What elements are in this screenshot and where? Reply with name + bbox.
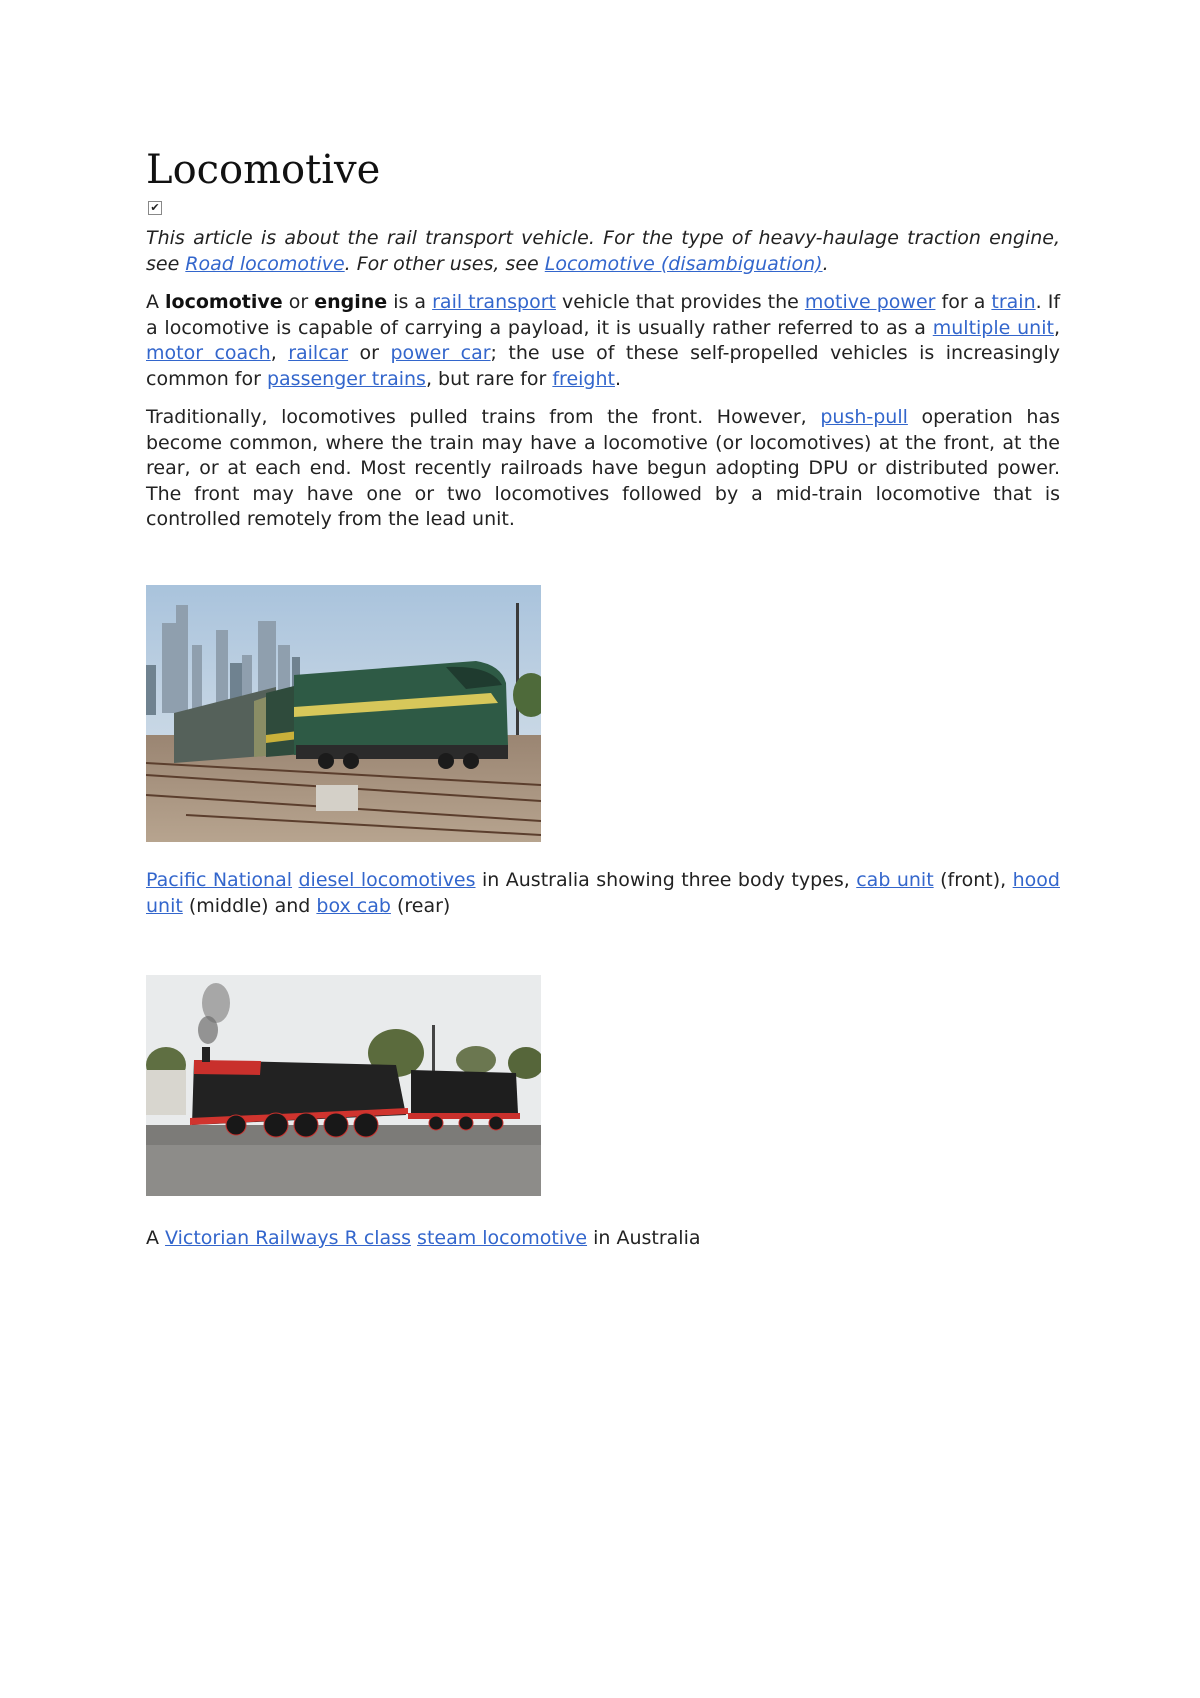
link-pacific-national[interactable]: Pacific National <box>146 869 293 891</box>
link-power-car[interactable]: power car <box>390 342 491 364</box>
link-box-cab[interactable]: box cab <box>316 894 391 917</box>
link-passenger-trains[interactable]: passenger trains <box>266 367 426 390</box>
operation-paragraph: Traditionally, locomotives pulled trains from the front. However, push-pull operation has become common, where the train may have a locomotive (or locomotives) at the front, at the rear, or at each end. Most recently railroads have begun adopting DPU or distributed power. The front may have one or two locomotives followed by a mid-train locomotive that is controlled remotely from the lead unit. <box>146 406 1060 530</box>
link-locomotive-disambiguation[interactable]: Locomotive (disambiguation) <box>544 252 823 275</box>
link-motor-coach[interactable]: motor coach <box>146 342 271 364</box>
link-diesel-locomotives[interactable]: diesel locomotives <box>298 869 476 891</box>
link-road-locomotive[interactable]: Road locomotive <box>185 252 345 275</box>
link-hood-unit[interactable]: hood unit <box>146 869 1060 917</box>
hatnote: This article is about the rail transport vehicle. For the type of heavy-haulage traction engine, see Road locomotive. For other uses, see Locomotive (disambiguation). <box>146 227 1060 275</box>
intro-paragraph: A locomotive or engine is a rail transport vehicle that provides the motive power for a train. If a locomotive is capable of carrying a payload, it is usually rather referred to as a multiple unit, motor coach, railcar or power car; the use of these self-propelled vehicles is increasingly common for passenger trains, but rare for freight. <box>146 291 1061 390</box>
steam-photo-caption: A Victorian Railways R class steam locomotive in Australia <box>146 1227 701 1249</box>
link-railcar[interactable]: railcar <box>288 342 349 364</box>
link-steam-locomotive[interactable]: steam locomotive <box>417 1227 588 1249</box>
link-motive-power[interactable]: motive power <box>804 291 936 313</box>
diesel-photo-caption: Pacific National diesel locomotives in Australia showing three body types, cab unit (front), hood unit (middle) and box cab (rear) <box>146 869 1060 917</box>
steam-locomotive-photo[interactable] <box>146 975 541 1196</box>
link-cab-unit[interactable]: cab unit <box>856 869 934 891</box>
page-title: Locomotive <box>146 147 381 193</box>
link-freight[interactable]: freight <box>552 367 615 390</box>
link-multiple-unit[interactable]: multiple unit <box>932 316 1054 339</box>
diesel-locomotives-photo[interactable] <box>146 585 541 842</box>
link-rail-transport[interactable]: rail transport <box>432 291 556 313</box>
link-push-pull[interactable]: push-pull <box>820 406 908 428</box>
link-train[interactable]: train <box>991 291 1036 313</box>
checkmark-icon[interactable]: ✔ <box>148 201 162 215</box>
link-victorian-railways-r-class[interactable]: Victorian Railways R class <box>165 1227 411 1249</box>
